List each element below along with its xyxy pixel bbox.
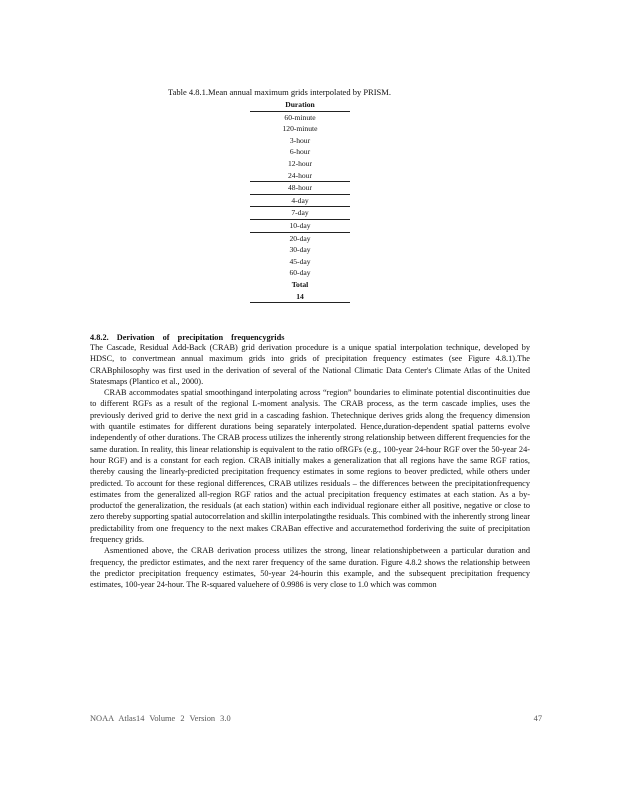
- table-row: [250, 219, 350, 232]
- table-total-row: [250, 279, 350, 291]
- duration-table: [250, 99, 350, 303]
- table-cell: 4-day: [250, 194, 350, 207]
- section-title: 4.8.2. Derivation of precipitation frequencygrids: [90, 333, 285, 342]
- table-cell: 45-day: [289, 256, 311, 266]
- table-total-value: 14: [250, 291, 350, 303]
- paragraph: CRAB accommodates spatial smoothingand interpolating across “region” boundaries to eliminate potential discontinuities due to different RGFs as a result of the regional L-moment analysis. The CRAB process, as the term cascade implies, uses the previously derived grid to derive the next grid in a cascading fashion. Thetechnique derives grids along the frequency dimension with quantile estimates for different durations being separately interpolated. Hence,duration-dependent spatial patterns evolve independently of other durations. The CRAB process utilizes the inherently strong relationship between different frequencies for the same duration. In reality, this linear relationship is equivalent to the ratio ofRGFs (e.g., 100-year 24-hour RGF over the 50-year 24-hour RGF) and is a constant for each region. CRAB initially makes a generalization that all regions have the same RGF ratios, thereby causing the linearly-predicted precipitation frequency estimates in some regions to beover predicted, while others under predicted. To account for these regional differences, CRAB utilizes residuals – the differences between the precipitationfrequency estimates from the generalized all-region RGF ratios and the actual precipitation frequency estimates at each station. As a by-productof the generalization, the residuals (at each station) within each individual regionare either all positive, negative or close to zero thereby supporting spatial autocorrelation and skillin interpolatingthe residuals. This combined with the inherently strong linear predictability from one frequency to the next makes CRABan effective and accuratemethod forderiving the suite of precipitation frequency grids.: [90, 388, 530, 545]
- table-row: [250, 158, 350, 170]
- table-cell: 30-day: [289, 245, 311, 255]
- table-row: [250, 244, 350, 256]
- table-cell: 60-day: [289, 268, 311, 278]
- table-row: [250, 123, 350, 135]
- paragraph: Asmentioned above, the CRAB derivation process utilizes the strong, linear relationshipbetween a particular duration and frequency, the predictor estimates, and the next rarer frequency of the same duration. Figure 4.8.2 shows the relationship between the predictor precipitation frequency estimates, 50-year 24-hourin this example, and the subsequent precipitation frequency estimates, 100-year 24-hour. The R-squared valuehere of 0.9986 is very close to 1.0 which was common: [90, 546, 530, 590]
- table-cell: 24-hour: [250, 170, 350, 182]
- table-cell: 120-minute: [282, 124, 318, 134]
- section-4-8-2: [90, 333, 530, 591]
- table-cell: 7-day: [250, 207, 350, 220]
- paragraph: The Cascade, Residual Add-Back (CRAB) grid derivation procedure is a unique spatial interpolation technique, developed by HDSC, to convertmean annual maximum grids into grids of precipitation frequency estimates (see Figure 4.8.1).The CRABphilosophy was first used in the derivation of several of the National Climatic Data Center's Climate Atlas of the United Statesmaps (Plantico et al., 2000).: [90, 343, 530, 386]
- table-header-row: [250, 99, 350, 111]
- table-row: [250, 170, 350, 182]
- table-row: [250, 207, 350, 220]
- table-caption: Table 4.8.1.Mean annual maximum grids interpolated by PRISM.: [168, 87, 391, 97]
- table-cell: 6-hour: [289, 147, 311, 157]
- table-cell: 60-minute: [284, 112, 316, 122]
- table-cell: 48-hour: [250, 182, 350, 195]
- table-row: [250, 267, 350, 279]
- table-row: [250, 232, 350, 244]
- table-cell: 20-day: [289, 233, 311, 243]
- table-total-value-row: [250, 291, 350, 303]
- table-row: [250, 182, 350, 195]
- page-number: 47: [533, 714, 542, 723]
- table-header-duration: Duration: [250, 99, 350, 111]
- footer-publication: NOAA Atlas14 Volume 2 Version 3.0: [90, 714, 231, 723]
- table-cell: 3-hour: [289, 135, 311, 145]
- table-row: [250, 256, 350, 268]
- table-row: [250, 135, 350, 147]
- table-cell: 10-day: [250, 219, 350, 232]
- table-row: [250, 146, 350, 158]
- table-row: [250, 111, 350, 123]
- table-cell: 12-hour: [287, 158, 313, 168]
- table-total-label: Total: [291, 279, 309, 289]
- table-row: [250, 194, 350, 207]
